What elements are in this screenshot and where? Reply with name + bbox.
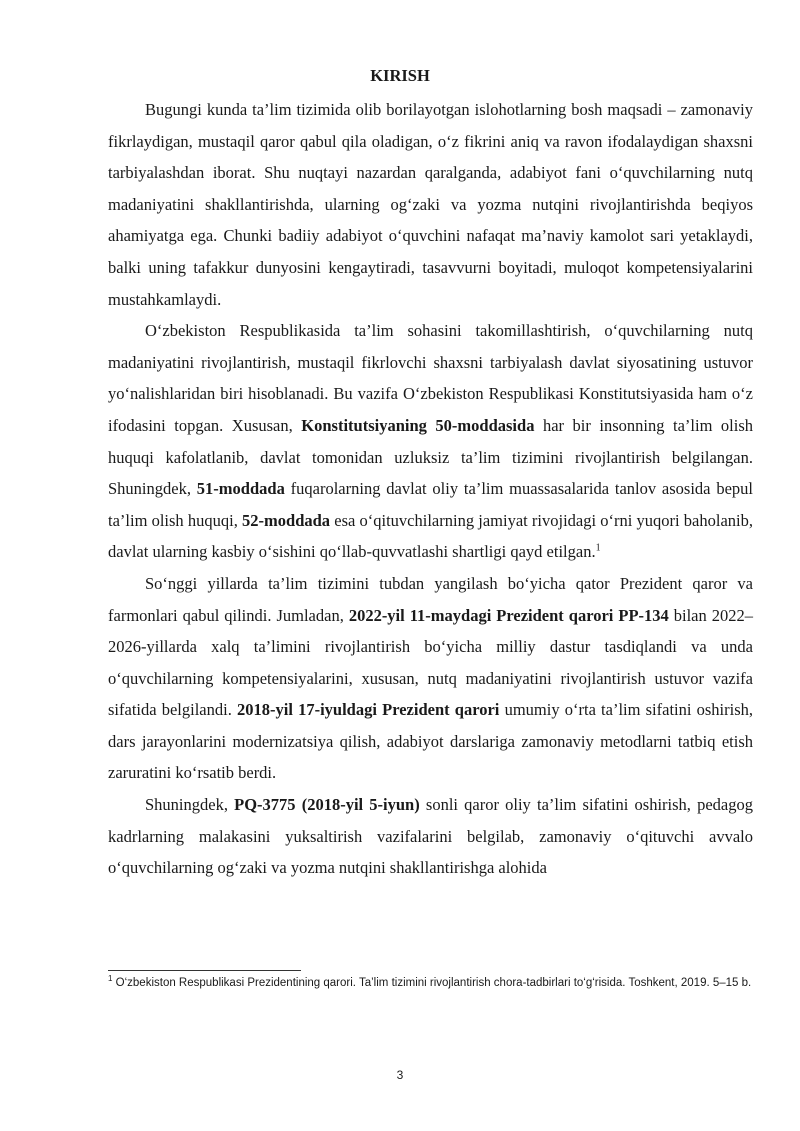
paragraph-3 — [108, 568, 753, 789]
bold-run: 2022-yil 11-maydagi Prezident qarori PP-134 — [348, 605, 669, 625]
footnote-reference[interactable]: 1 — [595, 542, 601, 554]
paragraph-4 — [108, 789, 753, 884]
footnote-marker: 1 — [108, 974, 113, 984]
footnote-divider — [108, 970, 301, 971]
bold-run: 2018-yil 17-iyuldagi Prezident qarori — [237, 700, 500, 720]
text-run: umumiy o‘rta ta’lim sifatini oshirish, dars jarayonlarini modernizatsiya qilish, adabiyot darslariga zamonaviy metodlarni tatbiq etish zaruratini ko‘rsatib berdi. — [108, 700, 753, 783]
text-run: har bir insonning ta’lim olish huquqi kafolatlanib, davlat tomonidan uzluksiz ta’lim tizimini rivojlantirish belgilangan. Shuningdek, — [108, 415, 754, 499]
text-run: So‘nggi yillarda ta’lim tizimini tubdan yangilash bo‘yicha qator Prezident qaror va farmonlari qabul qilindi. Jumladan, — [108, 573, 753, 625]
text-run: O‘zbekiston Respublikasida ta’lim sohasini takomillashtirish, o‘quvchilarning nutq madaniyatini rivojlantirish, mustaqil fikrlovchi shaxsni tarbiyalash davlat siyosatining ustuvor yo‘nalishlaridan biri hisoblanadi. Bu vazifa O‘zbekiston Respublikasi Konstitutsiyasida ham o‘z ifodasini topgan. Xususan, — [108, 321, 753, 435]
page-title: KIRISH — [370, 66, 430, 85]
page-number: 3 — [396, 1068, 404, 1082]
body-text — [108, 94, 753, 884]
bold-run: PQ-3775 (2018-yil 5-iyun) — [234, 795, 420, 815]
text-run: fuqarolarning davlat oliy ta’lim muassasalarida tanlov asosida bepul ta’lim olish huquqi, — [108, 479, 753, 530]
text-run: sonli qaror oliy ta’lim sifatini oshirish, pedagog kadrlarning malakasini yuksaltirish vazifalarini belgilab, zamonaviy o‘qituvchi avvalo o‘quvchilarning og‘zaki va yozma nutqini shakllantirishga alohida — [108, 795, 753, 878]
bold-run: Konstitutsiyaning 50-moddasida — [301, 415, 535, 435]
text-run: bilan 2022–2026-yillarda xalq ta’limini rivojlantirish bo‘yicha milliy dastur tasdiqlandi va unda o‘quvchilarning kompetensiyalarini, xususan, nutq madaniyatini rivojlantirish ustuvor vazifa sifatida belgilandi. — [108, 605, 753, 720]
bold-run: 51-moddada — [196, 479, 285, 499]
footnote-text: O‘zbekiston Respublikasi Prezidentining qarori. Ta’lim tizimini rivojlantirish chora-tadbirlari to‘g‘risida. Toshkent, 2019. 5–15 b. — [112, 977, 752, 989]
bold-run: 52-moddada — [242, 510, 331, 530]
text-run: Shuningdek, — [145, 795, 235, 815]
footnote — [108, 975, 753, 992]
text-run: esa o‘qituvchilarning jamiyat rivojidagi o‘rni yuqori baholanib, davlat ularning kasbiy o‘sishini qo‘llab-quvvatlashi shartligi qayd etilgan. — [108, 510, 753, 562]
paragraph-1: Bugungi kunda ta’lim tizimida olib borilayotgan islohotlarning bosh maqsadi – zamonaviy fikrlaydigan, mustaqil qaror qabul qila oladigan, o‘z fikrini aniq va ravon ifodalaydigan shaxsni tarbiyalashdan iborat. Shu nuqtayi nazardan qaralganda, adabiyot fani o‘quvchilarning nutq madaniyatini shakllantirishda, ularning og‘zaki va yozma nutqini rivojlantirishda beqiyos ahamiyatga ega. Chunki badiiy adabiyot o‘quvchini nafaqat ma’naviy kamolot sari yetaklaydi, balki uning tafakkur dunyosini kengaytiradi, tasavvurni boyitadi, muloqot kompetensiyalarini mustahkamlaydi. — [108, 100, 753, 309]
paragraph-2 — [108, 315, 753, 568]
